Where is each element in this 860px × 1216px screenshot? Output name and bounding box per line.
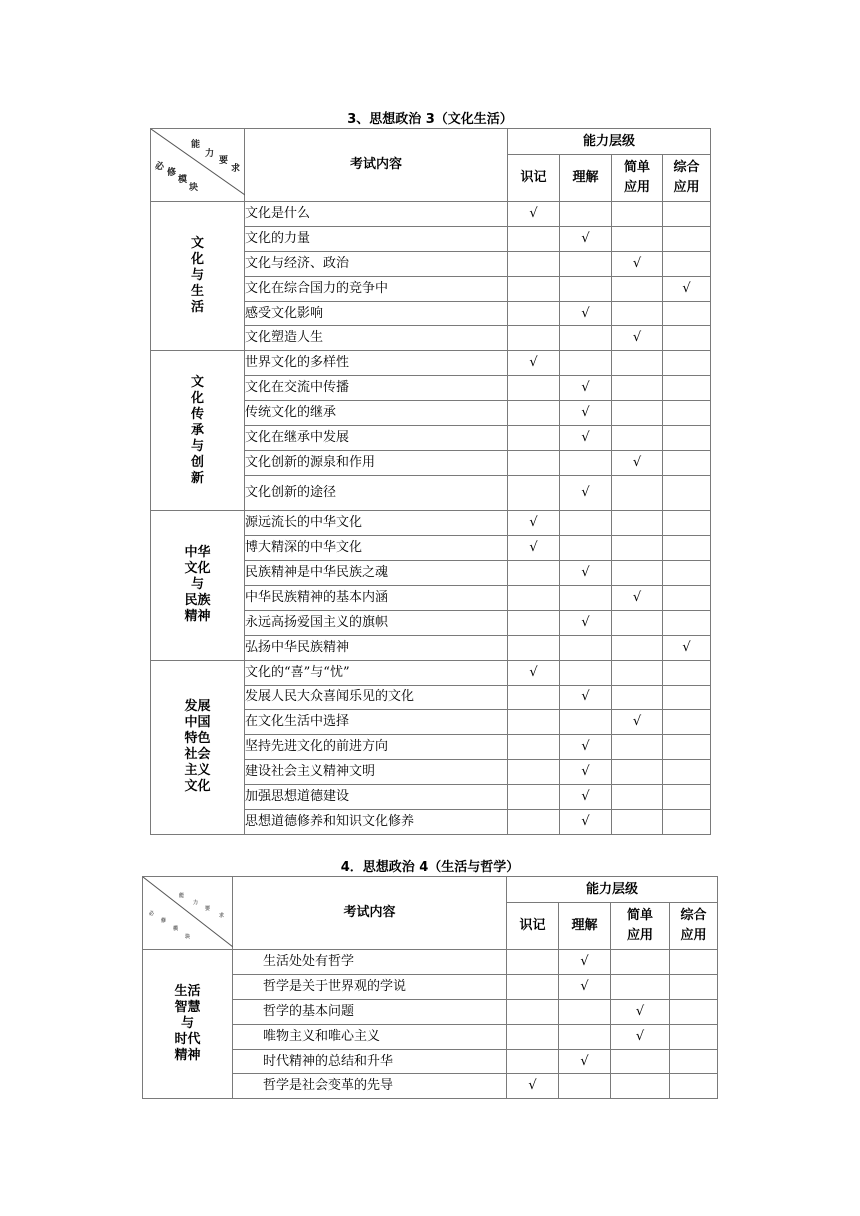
- level-check-cell: √: [560, 376, 612, 401]
- level-check-cell: [508, 685, 560, 710]
- level-check-cell: [508, 326, 560, 351]
- topic-cell: 生活处处有哲学: [233, 950, 507, 975]
- level-check-cell: [508, 610, 560, 635]
- level-check-cell: [612, 760, 663, 785]
- topic-cell: 加强思想道德建设: [245, 785, 508, 810]
- level-check-cell: [670, 1049, 718, 1074]
- section3-title: 3、思想政治 3（文化生活）: [347, 112, 513, 127]
- section4-title: 4．思想政治 4（生活与哲学）: [340, 860, 520, 875]
- level-check-cell: √: [612, 585, 663, 610]
- level-check-cell: [560, 511, 612, 536]
- level-check-cell: [508, 376, 560, 401]
- level-check-cell: √: [663, 635, 711, 660]
- level-check-cell: [670, 974, 718, 999]
- level-check-cell: √: [663, 276, 711, 301]
- level-check-cell: √: [611, 999, 670, 1024]
- level-check-cell: [670, 1074, 718, 1099]
- topic-cell: 文化创新的途径: [245, 475, 508, 511]
- section3-table: [150, 128, 711, 835]
- level-check-cell: [560, 276, 612, 301]
- module-name: 发展 中国 特色 社会 主义 文化: [151, 660, 245, 834]
- topic-cell: 文化是什么: [245, 202, 508, 227]
- level-check-cell: [663, 685, 711, 710]
- level-label: 综合应用: [680, 908, 707, 944]
- level-check-cell: [560, 202, 612, 227]
- level-check-cell: [663, 376, 711, 401]
- level-check-cell: √: [560, 685, 612, 710]
- level-check-cell: [508, 735, 560, 760]
- level-check-cell: √: [612, 251, 663, 276]
- level-check-cell: [560, 251, 612, 276]
- level-check-cell: [663, 785, 711, 810]
- level-check-cell: [612, 735, 663, 760]
- level-check-cell: [612, 660, 663, 685]
- content-header: 考试内容: [245, 129, 508, 202]
- level-header: 识记: [507, 903, 559, 950]
- level-check-cell: [612, 401, 663, 426]
- topic-cell: 世界文化的多样性: [245, 351, 508, 376]
- level-check-cell: [663, 401, 711, 426]
- level-check-cell: [663, 561, 711, 586]
- level-check-cell: √: [559, 1049, 611, 1074]
- level-check-cell: √: [560, 426, 612, 451]
- content-header: 考试内容: [233, 877, 507, 950]
- topic-cell: 文化的“喜”与“忧”: [245, 660, 508, 685]
- svg-text:块: 块: [185, 934, 191, 940]
- topic-cell: 弘扬中华民族精神: [245, 635, 508, 660]
- topic-cell: 中华民族精神的基本内涵: [245, 585, 508, 610]
- level-header: [611, 903, 670, 950]
- table-row: [151, 511, 711, 536]
- level-check-cell: [508, 475, 560, 511]
- level-check-cell: √: [611, 1024, 670, 1049]
- level-check-cell: [508, 251, 560, 276]
- svg-text:求: 求: [219, 913, 225, 919]
- level-check-cell: [612, 809, 663, 834]
- topic-cell: 在文化生活中选择: [245, 710, 508, 735]
- level-check-cell: [612, 226, 663, 251]
- level-header: 识记: [508, 155, 560, 202]
- level-check-cell: [508, 585, 560, 610]
- section4-table: [142, 876, 718, 1099]
- level-check-cell: √: [560, 561, 612, 586]
- level-check-cell: [508, 301, 560, 326]
- table-row: [151, 202, 711, 227]
- topic-cell: 永远高扬爱国主义的旗帜: [245, 610, 508, 635]
- ability-level-header: 能力层级: [507, 877, 718, 903]
- level-check-cell: [507, 950, 559, 975]
- level-check-cell: [612, 536, 663, 561]
- level-check-cell: [663, 226, 711, 251]
- level-check-cell: [559, 1074, 611, 1099]
- level-check-cell: [508, 710, 560, 735]
- level-check-cell: [670, 999, 718, 1024]
- level-check-cell: [663, 301, 711, 326]
- svg-text:修: 修: [161, 918, 167, 924]
- module-name: 生活 智慧 与 时代 精神: [143, 950, 233, 1099]
- level-check-cell: √: [560, 610, 612, 635]
- level-check-cell: [670, 1024, 718, 1049]
- module-name: 文 化 传 承 与 创 新: [151, 351, 245, 511]
- level-check-cell: [560, 660, 612, 685]
- topic-cell: 唯物主义和唯心主义: [233, 1024, 507, 1049]
- topic-cell: 文化在继承中发展: [245, 426, 508, 451]
- level-check-cell: [560, 450, 612, 475]
- level-check-cell: [611, 1049, 670, 1074]
- svg-text:力: 力: [193, 900, 199, 906]
- corner-header-cell: [143, 877, 233, 950]
- level-check-cell: [508, 785, 560, 810]
- level-check-cell: [663, 660, 711, 685]
- topic-cell: 哲学是社会变革的先导: [233, 1074, 507, 1099]
- level-check-cell: [663, 536, 711, 561]
- topic-cell: 文化的力量: [245, 226, 508, 251]
- table-row: [143, 950, 718, 975]
- corner-label: 模: [178, 175, 188, 185]
- level-check-cell: [560, 351, 612, 376]
- level-check-cell: [507, 1049, 559, 1074]
- level-check-cell: √: [560, 401, 612, 426]
- level-check-cell: [508, 561, 560, 586]
- level-check-cell: √: [560, 785, 612, 810]
- corner-label: 求: [231, 164, 241, 174]
- level-check-cell: [670, 950, 718, 975]
- corner-label: 必: [155, 162, 165, 172]
- svg-text:能: 能: [179, 893, 185, 899]
- corner-header-cell: [151, 129, 245, 202]
- topic-cell: 文化在交流中传播: [245, 376, 508, 401]
- level-check-cell: [560, 585, 612, 610]
- corner-diagonal: [143, 877, 233, 949]
- level-check-cell: [508, 809, 560, 834]
- topic-cell: 发展人民大众喜闻乐见的文化: [245, 685, 508, 710]
- level-check-cell: √: [612, 710, 663, 735]
- topic-cell: 传统文化的继承: [245, 401, 508, 426]
- level-check-cell: [507, 999, 559, 1024]
- level-check-cell: [612, 426, 663, 451]
- module-name: 文 化 与 生 活: [151, 202, 245, 351]
- level-check-cell: [508, 760, 560, 785]
- level-check-cell: [612, 685, 663, 710]
- topic-cell: 文化与经济、政治: [245, 251, 508, 276]
- corner-label: 力: [205, 149, 215, 159]
- level-header: [612, 155, 663, 202]
- level-check-cell: [663, 426, 711, 451]
- level-check-cell: [663, 450, 711, 475]
- level-check-cell: [612, 610, 663, 635]
- level-check-cell: √: [560, 475, 612, 511]
- level-check-cell: [612, 276, 663, 301]
- topic-cell: 哲学的基本问题: [233, 999, 507, 1024]
- level-label: 简单应用: [626, 908, 653, 944]
- topic-cell: 感受文化影响: [245, 301, 508, 326]
- level-check-cell: [663, 585, 711, 610]
- level-check-cell: [663, 760, 711, 785]
- level-check-cell: [560, 536, 612, 561]
- level-check-cell: [508, 401, 560, 426]
- corner-label: 块: [189, 183, 199, 193]
- level-check-cell: [508, 226, 560, 251]
- level-check-cell: [612, 635, 663, 660]
- level-check-cell: √: [560, 760, 612, 785]
- level-check-cell: [559, 1024, 611, 1049]
- topic-cell: 文化在综合国力的竞争中: [245, 276, 508, 301]
- corner-label: 修: [167, 168, 177, 178]
- level-check-cell: [663, 610, 711, 635]
- level-check-cell: √: [508, 511, 560, 536]
- level-check-cell: [508, 276, 560, 301]
- level-check-cell: [663, 710, 711, 735]
- svg-text:要: 要: [205, 906, 211, 912]
- level-check-cell: √: [560, 809, 612, 834]
- level-check-cell: [611, 1074, 670, 1099]
- topic-cell: 时代精神的总结和升华: [233, 1049, 507, 1074]
- level-check-cell: [663, 809, 711, 834]
- level-check-cell: √: [612, 450, 663, 475]
- topic-cell: 文化创新的源泉和作用: [245, 450, 508, 475]
- level-check-cell: [663, 735, 711, 760]
- level-check-cell: √: [508, 202, 560, 227]
- level-check-cell: [612, 785, 663, 810]
- level-check-cell: [663, 202, 711, 227]
- level-check-cell: √: [559, 950, 611, 975]
- level-check-cell: [612, 351, 663, 376]
- level-header: [663, 155, 711, 202]
- level-check-cell: [612, 301, 663, 326]
- topic-cell: 源远流长的中华文化: [245, 511, 508, 536]
- level-check-cell: [560, 635, 612, 660]
- level-check-cell: [612, 376, 663, 401]
- level-check-cell: √: [560, 226, 612, 251]
- topic-cell: 民族精神是中华民族之魂: [245, 561, 508, 586]
- topic-cell: 哲学是关于世界观的学说: [233, 974, 507, 999]
- level-check-cell: [560, 710, 612, 735]
- level-check-cell: √: [508, 536, 560, 561]
- ability-level-header: 能力层级: [508, 129, 711, 155]
- level-check-cell: [612, 511, 663, 536]
- table-row: [151, 351, 711, 376]
- level-check-cell: [508, 426, 560, 451]
- svg-text:模: 模: [173, 926, 179, 932]
- level-check-cell: √: [560, 301, 612, 326]
- level-check-cell: √: [508, 660, 560, 685]
- level-check-cell: [611, 974, 670, 999]
- level-check-cell: [507, 974, 559, 999]
- level-check-cell: √: [559, 974, 611, 999]
- topic-cell: 博大精深的中华文化: [245, 536, 508, 561]
- level-check-cell: √: [508, 351, 560, 376]
- level-check-cell: [560, 326, 612, 351]
- level-check-cell: [508, 450, 560, 475]
- level-check-cell: [612, 475, 663, 511]
- corner-label: 能: [191, 140, 201, 150]
- level-check-cell: [663, 351, 711, 376]
- level-check-cell: [559, 999, 611, 1024]
- level-check-cell: [663, 326, 711, 351]
- topic-cell: 文化塑造人生: [245, 326, 508, 351]
- corner-label: 要: [219, 156, 229, 166]
- topic-cell: 建设社会主义精神文明: [245, 760, 508, 785]
- level-label: 综合应用: [673, 160, 700, 196]
- level-check-cell: [663, 251, 711, 276]
- level-check-cell: [611, 950, 670, 975]
- level-header: 理解: [560, 155, 612, 202]
- table-row: [151, 660, 711, 685]
- topic-cell: 思想道德修养和知识文化修养: [245, 809, 508, 834]
- level-check-cell: √: [507, 1074, 559, 1099]
- level-check-cell: √: [560, 735, 612, 760]
- svg-text:必: 必: [149, 911, 155, 917]
- module-name: 中华 文化 与 民族 精神: [151, 511, 245, 660]
- level-header: 理解: [559, 903, 611, 950]
- level-check-cell: [612, 202, 663, 227]
- level-check-cell: [663, 511, 711, 536]
- level-check-cell: √: [612, 326, 663, 351]
- level-check-cell: [663, 475, 711, 511]
- level-check-cell: [612, 561, 663, 586]
- level-check-cell: [508, 635, 560, 660]
- topic-cell: 坚持先进文化的前进方向: [245, 735, 508, 760]
- level-check-cell: [507, 1024, 559, 1049]
- level-label: 简单应用: [623, 160, 650, 196]
- level-header: [670, 903, 718, 950]
